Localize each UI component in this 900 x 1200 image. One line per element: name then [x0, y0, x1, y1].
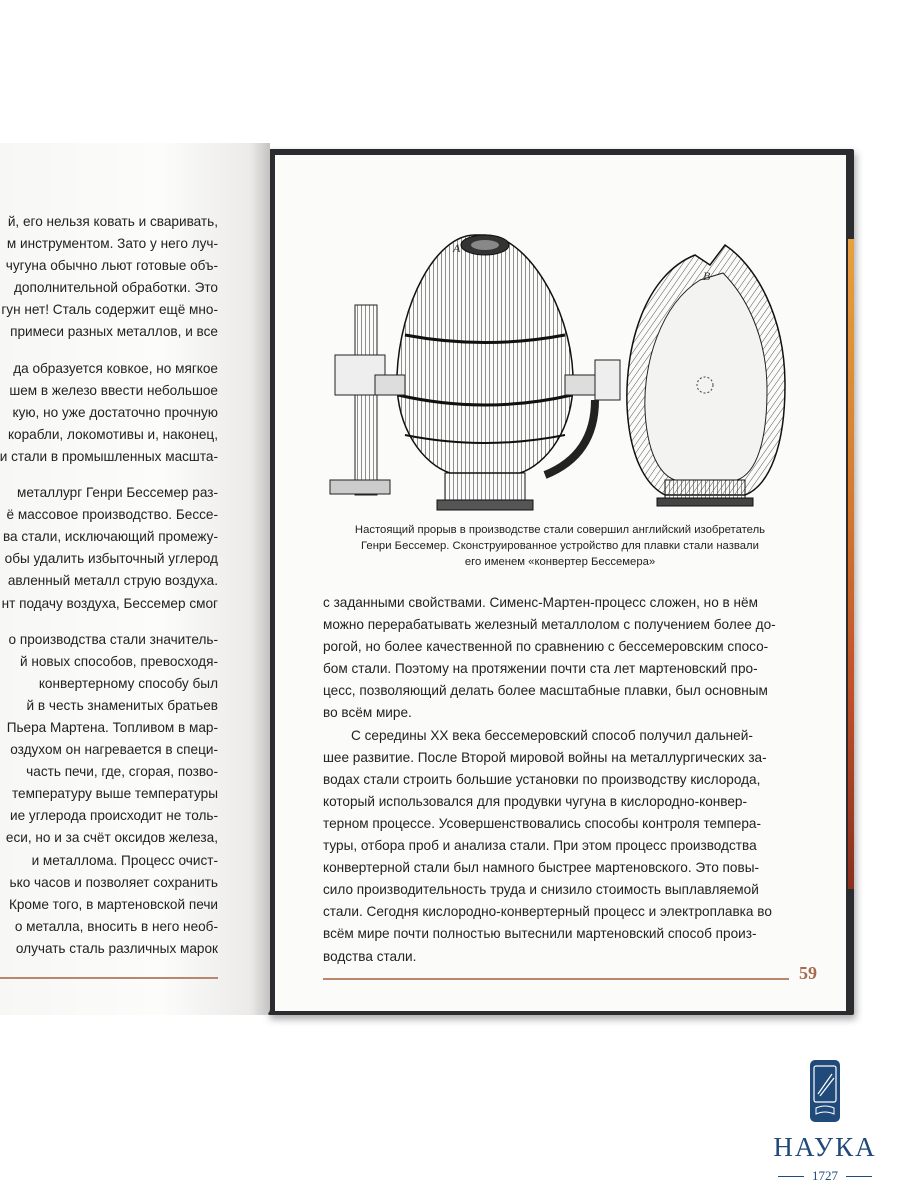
text-line: примеси разных металлов, и все: [10, 324, 218, 340]
text-line: й в честь знаменитых братьев: [26, 697, 218, 713]
publisher-year: 1727: [770, 1168, 880, 1184]
figure-caption: [310, 522, 810, 570]
text-line: о производства стали значитель-: [8, 631, 218, 647]
text-line: авленный металл струю воздуха.: [7, 573, 218, 589]
text-line: корабли, локомотивы и, наконец,: [7, 426, 218, 442]
text-line: ько часов и позволяет сохранить: [9, 874, 218, 890]
converter-engraving: [325, 225, 795, 525]
text-line: температуру выше температуры: [11, 786, 218, 802]
left-page-text: [0, 211, 218, 960]
text-line: кую, но уже достаточно прочную: [12, 404, 218, 420]
caption-line: Настоящий прорыв в производстве стали совершил английский изобретатель: [354, 524, 766, 536]
text-line: который использовался для продувки чугуна в кислородно-конвер-: [323, 793, 748, 809]
cover-strip: [848, 239, 854, 889]
text-line: стали. Сегодня кислородно-конвертерный процесс и электроплавка во: [323, 904, 772, 920]
text-line: сило производительность труда и снизило стоимость выплавляемой: [323, 882, 759, 898]
left-page: [0, 143, 270, 1015]
text-line: Пьера Мартена. Топливом в мар-: [6, 719, 218, 735]
text-line: водства стали.: [323, 948, 417, 964]
text-line: еси, но и за счёт оксидов железа,: [5, 830, 218, 846]
page-rule: [323, 978, 789, 980]
right-page: [275, 155, 846, 1011]
text-line: конвертерной стали был намного быстрее мартеновского. Это повы-: [323, 860, 759, 876]
text-line: й новых способов, превосходя-: [20, 653, 218, 669]
text-line: рогой, но более качественной по сравнению с бессемеровским спосо-: [323, 639, 769, 655]
text-line: бом стали. Поэтому на протяжении почти ста лет мартеновский про-: [323, 661, 758, 677]
text-line: олучать сталь различных марок: [15, 940, 218, 956]
publisher-name: НАУКА: [773, 1132, 877, 1162]
caption-line: Генри Бессемер. Сконструированное устройство для плавки стали назвали: [361, 540, 759, 552]
figure-label-b: B: [703, 269, 711, 283]
text-line: С середины XX века бессемеровский способ получил дальней-: [351, 727, 753, 743]
text-line: с заданными свойствами. Сименс-Мартен-процесс сложен, но в нём: [323, 595, 758, 610]
text-line: ё массовое производство. Бессе-: [6, 507, 218, 523]
text-line: оздухом он нагревается в специ-: [10, 742, 218, 758]
paragraph-gap: [0, 468, 218, 482]
text-line: й, его нельзя ковать и сваривать,: [7, 214, 218, 229]
caption-line: его именем «конвертер Бессемера»: [464, 556, 656, 568]
left-page-rule: [0, 977, 218, 979]
text-line: и стали в промышленных масшта-: [0, 448, 218, 464]
figure-label-a: A: [453, 241, 461, 255]
text-line: шее развитие. После Второй мировой войны на металлургических за-: [323, 749, 767, 765]
text-line: всём мире почти полностью вытеснили мартеновский способ произ-: [323, 926, 757, 942]
text-line: во всём мире.: [323, 705, 412, 721]
text-line: шем в железо ввести небольшое: [9, 382, 218, 398]
text-line: туры, отбора проб и анализа стали. При этом процесс производства: [323, 838, 757, 854]
text-line: можно перерабатывать железный металлолом с получением более до-: [323, 617, 776, 633]
publisher-logo: [770, 1060, 880, 1190]
text-line: Кроме того, в мартеновской печи: [8, 896, 218, 912]
text-line: да образуется ковкое, но мягкое: [13, 360, 218, 376]
text-line: часть печи, где, сгорая, позво-: [26, 764, 218, 780]
book-emblem-icon: [810, 1060, 840, 1122]
text-line: м инструментом. Зато у него луч-: [6, 236, 218, 252]
page-number: 59: [799, 963, 817, 983]
text-line: ие углерода происходит не толь-: [10, 808, 218, 824]
text-line: терном процессе. Усовершенствовались способы контроля темпера-: [323, 815, 762, 831]
text-line: и металлома. Процесс очист-: [31, 852, 218, 868]
text-line: гун нет! Сталь содержит ещё мно-: [1, 302, 218, 318]
text-line: дополнительной обработки. Это: [13, 280, 218, 296]
paragraph-gap: [0, 344, 218, 358]
text-line: металлург Генри Бессемер раз-: [17, 485, 218, 501]
text-line: водах стали строить большие установки по производству кислорода,: [323, 771, 761, 787]
text-line: обы удалить избыточный углерод: [4, 551, 218, 567]
converter-b-section: [627, 245, 785, 506]
text-line: конвертерному способу был: [38, 675, 218, 691]
text-line: ва стали, исключающий промежу-: [2, 529, 218, 545]
text-line: нт подачу воздуха, Бессемер смог: [1, 595, 218, 611]
text-line: о металла, вносить в него необ-: [14, 918, 218, 934]
text-line: чугуна обычно льют готовые объ-: [5, 258, 218, 274]
right-page-text: [323, 592, 798, 968]
converter-a: [330, 235, 620, 510]
bessemer-converter-illustration: [325, 225, 795, 525]
text-line: цесс, позволяющий делать более масштабные плавки, был основным: [323, 683, 768, 699]
paragraph-gap: [0, 615, 218, 629]
